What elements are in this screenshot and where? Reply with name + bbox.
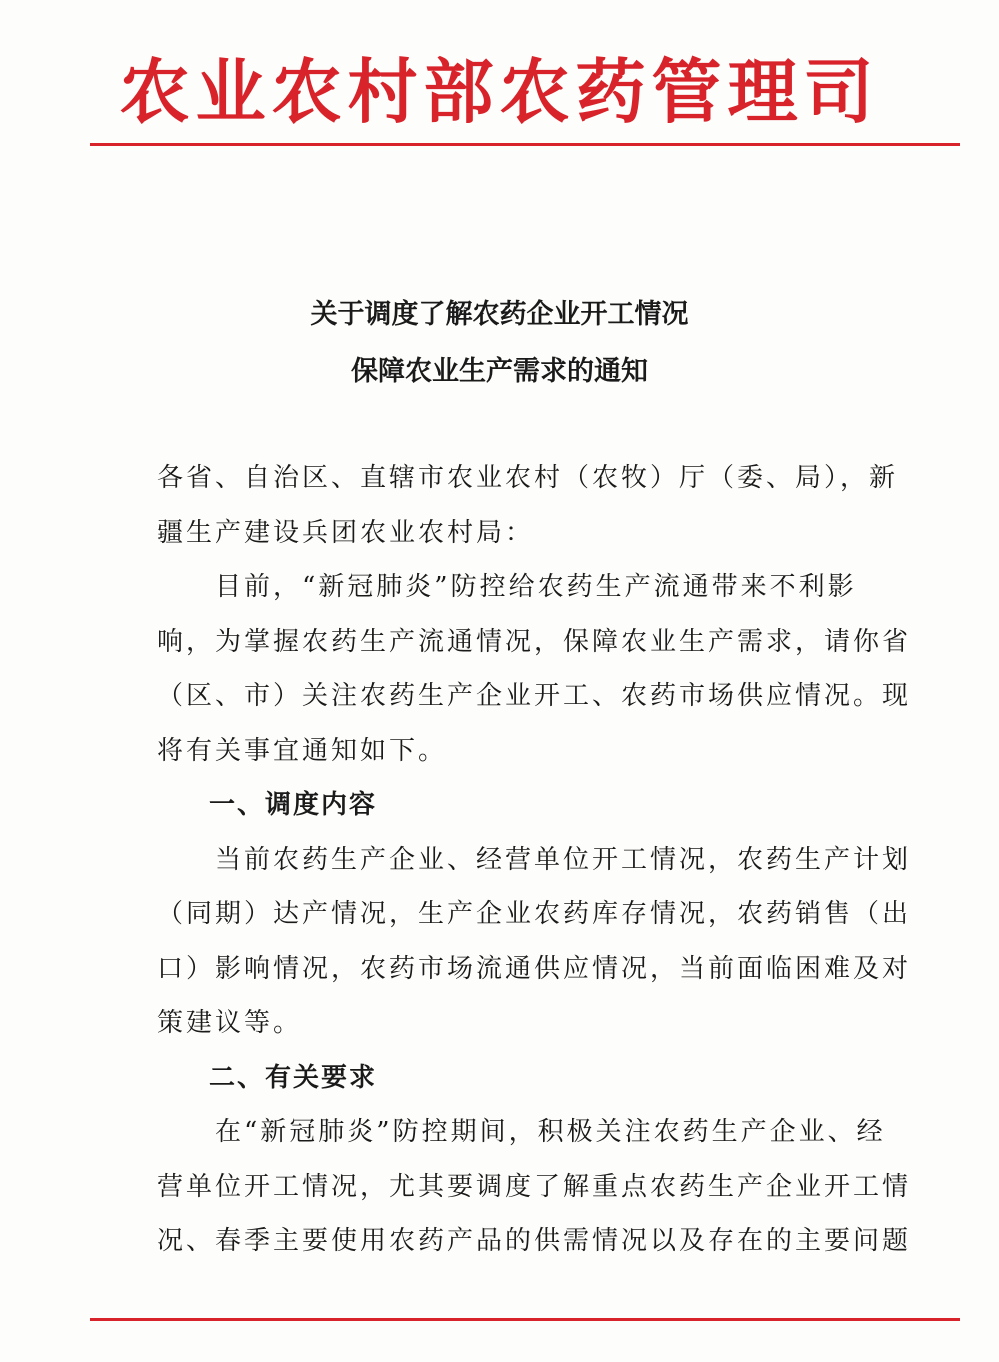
document-body: [157, 451, 912, 1269]
paragraph-line: 当前农药生产企业、经营单位开工情况，农药生产计划: [157, 844, 912, 875]
paragraph-line: 在“新冠肺炎”防控期间，积极关注农药生产企业、经: [157, 1117, 886, 1147]
header-divider: [90, 143, 960, 146]
footer-divider: [90, 1318, 960, 1321]
addressee-line: 疆生产建设兵团农业农村局：: [157, 517, 535, 548]
paragraph-line: 响，为掌握农药生产流通情况，保障农业生产需求，请你省: [157, 626, 912, 657]
section-heading: 一、调度内容: [209, 790, 378, 820]
document-title-line-1: 关于调度了解农药企业开工情况: [310, 299, 689, 330]
paragraph-line: 营单位开工情况，尤其要调度了解重点农药生产企业开工情: [157, 1171, 912, 1202]
paragraph-line: （区、市）关注农药生产企业开工、农药市场供应情况。现: [157, 681, 912, 711]
paragraph-line: 将有关事宜通知如下。: [157, 735, 448, 766]
addressee-line: 各省、自治区、直辖市农业农村（农牧）厅（委、局），新: [157, 463, 899, 493]
paragraph-line: 策建议等。: [157, 1008, 303, 1038]
section-heading: 二、有关要求: [209, 1062, 378, 1093]
issuer-header: 农业农村部农药管理司: [119, 50, 880, 133]
paragraph-line: 目前，“新冠肺炎”防控给农药生产流通带来不利影: [157, 572, 857, 602]
paragraph-line: 口）影响情况，农药市场流通供应情况，当前面临困难及对: [157, 953, 912, 984]
paragraph-line: （同期）达产情况，生产企业农药库存情况，农药销售（出: [157, 899, 912, 929]
paragraph-line: 况、春季主要使用农药产品的供需情况以及存在的主要问题: [157, 1226, 912, 1256]
document-title-line-2: 保障农业生产需求的通知: [351, 356, 648, 387]
